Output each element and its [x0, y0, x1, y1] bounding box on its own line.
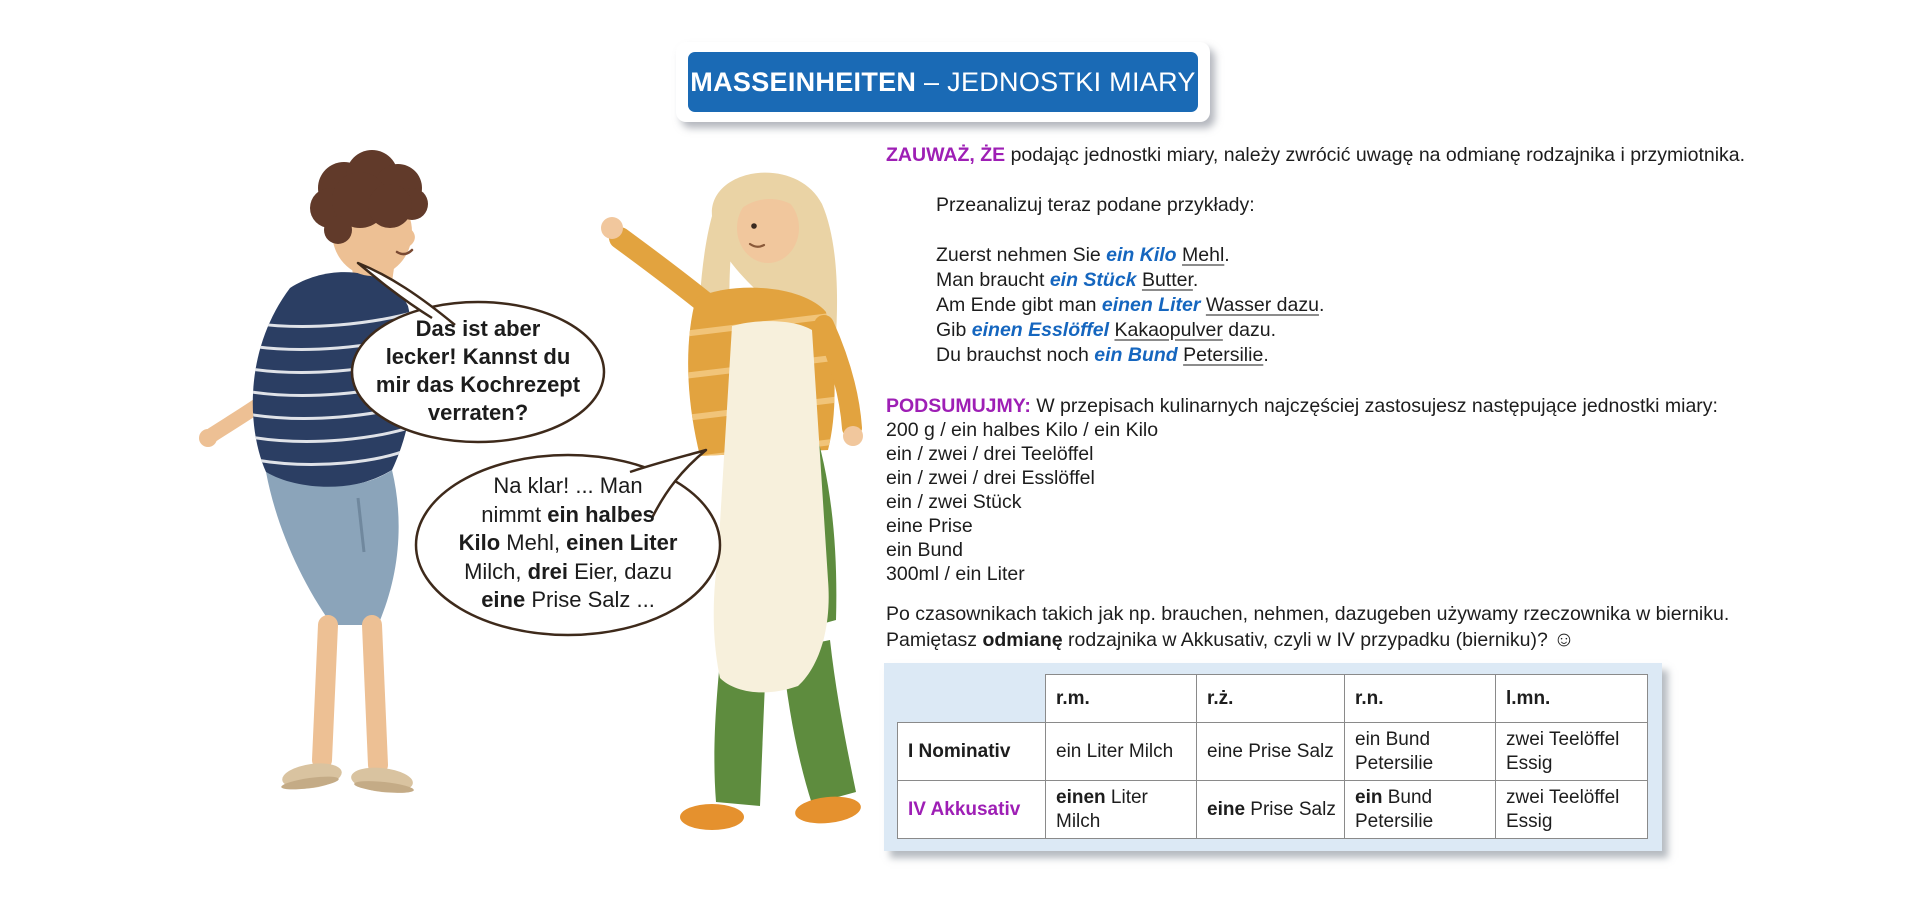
summary-item: 300ml / ein Liter — [886, 563, 1025, 585]
table-cell: einen Liter Milch — [1046, 781, 1197, 839]
row-label-akkusativ: IV Akkusativ — [898, 781, 1046, 839]
summary-item: ein / zwei / drei Teelöffel — [886, 443, 1094, 465]
bubble-line: Na klar! ... Man — [493, 473, 643, 498]
summary-item: ein / zwei Stück — [886, 491, 1022, 513]
table-cell: zwei Teelöffel Essig — [1496, 781, 1648, 839]
table-cell: ein Bund Petersilie — [1345, 723, 1496, 781]
table-row-akkusativ — [898, 781, 1648, 839]
woman-shoe-left — [680, 804, 744, 830]
summary-item: ein / zwei / drei Esslöffel — [886, 467, 1095, 489]
bubble-line: nimmt ein halbes — [481, 501, 655, 527]
bubble-line: mir das Kochrezept — [375, 372, 581, 397]
banner-title-polish: – JEDNOSTKI MIARY — [916, 66, 1196, 97]
table-cell: ein Liter Milch — [1046, 723, 1197, 781]
notice-paragraph: ZAUWAŻ, ŻE podając jednostki miary, należy zwrócić uwagę na odmianę rodzajnika i przymiotnika. — [886, 144, 1746, 166]
summary-item: 200 g / ein halbes Kilo / ein Kilo — [886, 419, 1159, 441]
boy-shorts — [266, 470, 399, 625]
case-note-line2: Pamiętasz odmianę rodzajnika w Akkusativ, czyli w IV przypadku (bierniku)? ☺ — [886, 628, 1575, 651]
bubble-line: Milch, drei Eier, dazu — [464, 558, 672, 584]
table-cell: eine Prise Salz — [1197, 723, 1345, 781]
bubble-line: Das ist aber — [415, 316, 541, 341]
woman-apron — [714, 321, 829, 692]
examples-list — [886, 243, 1776, 368]
speech-bubble-woman-text — [418, 472, 718, 615]
summary-lead: PODSUMUJMY: W przepisach kulinarnych najczęściej zastosujesz następujące jednostki miary: — [886, 395, 1718, 417]
bubble-line: Kilo Mehl, einen Liter — [458, 530, 678, 555]
boy-figure — [199, 150, 428, 795]
table-header-empty — [898, 675, 1046, 723]
woman-hand-down — [843, 426, 863, 446]
case-note-line1: Po czasownikach takich jak np. brauchen, nehmen, dazugeben używamy rzeczownika w bierniku. — [886, 603, 1730, 625]
bubble-line: eine Prise Salz ... — [481, 587, 655, 612]
notice-label: ZAUWAŻ, ŻE — [886, 144, 1006, 166]
title-banner — [676, 42, 1210, 122]
table-header-rn: r.n. — [1345, 675, 1496, 723]
summary-item: eine Prise — [886, 515, 973, 537]
analyze-prompt: Przeanalizuj teraz podane przykłady: — [936, 194, 1255, 216]
woman-hand-raised — [601, 217, 623, 239]
smiley-icon: ☺ — [1553, 628, 1575, 651]
bubble-line: verraten? — [427, 400, 529, 425]
woman-shoe-right — [794, 794, 862, 827]
woman-eye — [751, 223, 757, 229]
boy-hand — [199, 429, 217, 447]
table-header-lmn: l.mn. — [1496, 675, 1648, 723]
table-cell: ein Bund Petersilie — [1345, 781, 1496, 839]
table-cell: eine Prise Salz — [1197, 781, 1345, 839]
boy-leg-right — [372, 625, 378, 765]
banner-title-german: MASSEINHEITEN — [690, 66, 917, 97]
example-sentence: Zuerst nehmen Sie ein Kilo Mehl. — [936, 244, 1230, 266]
table-cell: zwei Teelöffel Essig — [1496, 723, 1648, 781]
case-note — [886, 602, 1776, 653]
title-banner-blue — [688, 52, 1198, 112]
table-row-nominativ — [898, 723, 1648, 781]
table-header-rm: r.m. — [1046, 675, 1197, 723]
row-label-nominativ: I Nominativ — [898, 723, 1046, 781]
boy-nose — [408, 228, 415, 247]
declension-table — [884, 663, 1662, 851]
example-sentence: Am Ende gibt man einen Liter Wasser dazu. — [936, 294, 1325, 316]
summary-item: ein Bund — [886, 539, 963, 561]
boy-leg-left — [322, 625, 328, 760]
lesson-content — [886, 143, 1776, 851]
example-sentence: Gib einen Esslöffel Kakaopulver dazu. — [936, 319, 1276, 341]
table-header-rz: r.ż. — [1197, 675, 1345, 723]
declension-table-grid — [897, 674, 1648, 839]
example-sentence: Man braucht ein Stück Butter. — [936, 269, 1199, 291]
speech-bubble-boy-text — [338, 315, 618, 427]
summary-block — [886, 394, 1776, 586]
summary-label: PODSUMUJMY: — [886, 395, 1031, 417]
table-header-row — [898, 675, 1648, 723]
example-sentence: Du brauchst noch ein Bund Petersilie. — [936, 344, 1269, 366]
bubble-line: lecker! Kannst du — [385, 344, 571, 369]
